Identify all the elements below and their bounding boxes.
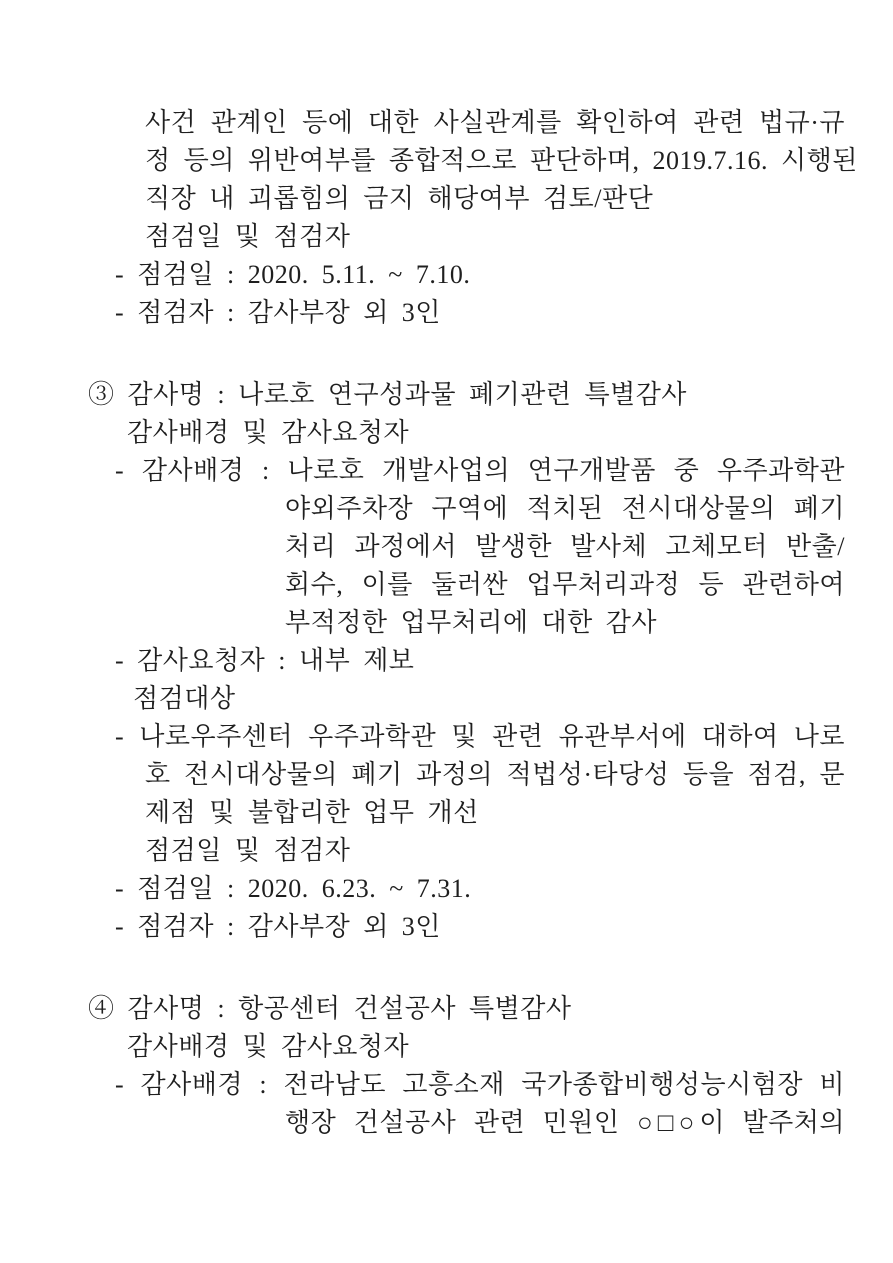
- audit-requester-line: - 감사요청자 : 내부 제보: [115, 646, 415, 675]
- paragraph-line: 직장 내 괴롭힘의 금지 해당여부 검토/판단: [145, 184, 654, 213]
- paragraph-line: 정 등의 위반여부를 종합적으로 판단하며, 2019.7.16. 시행된: [145, 146, 858, 175]
- inspection-date-line: - 점검일 : 2020. 5.11. ~ 7.10.: [115, 260, 471, 289]
- audit-item-3-title: ③ 감사명 : 나로호 연구성과물 폐기관련 특별감사: [88, 380, 687, 409]
- inspector-line: - 점검자 : 감사부장 외 3인: [115, 298, 441, 327]
- audit-background-line: 행장 건설공사 관련 민원인 ○□○이 발주처의: [285, 1108, 845, 1137]
- audit-item-4-title: ④ 감사명 : 항공센터 건설공사 특별감사: [88, 994, 572, 1023]
- inspection-target-line: 호 전시대상물의 폐기 과정의 적법성·타당성 등을 점검, 문: [145, 760, 845, 789]
- inspection-target-line: - 나로우주센터 우주과학관 및 관련 유관부서에 대하여 나로: [115, 722, 845, 751]
- section-spacer: [0, 332, 893, 376]
- section-audit-item-4: [0, 990, 893, 1142]
- subheading-inspection-date-and-inspector: 점검일 및 점검자: [145, 836, 351, 865]
- subheading-inspection-date-and-inspector: 점검일 및 점검자: [145, 222, 351, 251]
- audit-background-line: 회수, 이를 둘러싼 업무처리과정 등 관련하여: [285, 570, 845, 599]
- inspection-target-line: 제점 및 불합리한 업무 개선: [145, 798, 479, 827]
- audit-background-line: 처리 과정에서 발생한 발사체 고체모터 반출/: [285, 532, 845, 561]
- section-spacer: [0, 946, 893, 990]
- subheading-inspection-target: 점검대상: [133, 684, 236, 713]
- inspection-date-line: - 점검일 : 2020. 6.23. ~ 7.31.: [115, 874, 472, 903]
- section-audit-item-3: [0, 376, 893, 946]
- paragraph-line: 사건 관계인 등에 대한 사실관계를 확인하여 관련 법규·규: [145, 108, 845, 137]
- inspector-line: - 점검자 : 감사부장 외 3인: [115, 912, 441, 941]
- subheading-audit-background-and-requester: 감사배경 및 감사요청자: [127, 1032, 410, 1061]
- section-previous-item-continuation: [0, 104, 893, 332]
- audit-background-line: 야외주차장 구역에 적치된 전시대상물의 폐기: [285, 494, 845, 523]
- subheading-audit-background-and-requester: 감사배경 및 감사요청자: [127, 418, 410, 447]
- audit-background-line: 부적정한 업무처리에 대한 감사: [285, 608, 658, 637]
- audit-background-line: - 감사배경 : 나로호 개발사업의 연구개발품 중 우주과학관: [115, 456, 845, 485]
- audit-background-line: - 감사배경 : 전라남도 고흥소재 국가종합비행성능시험장 비: [115, 1070, 845, 1099]
